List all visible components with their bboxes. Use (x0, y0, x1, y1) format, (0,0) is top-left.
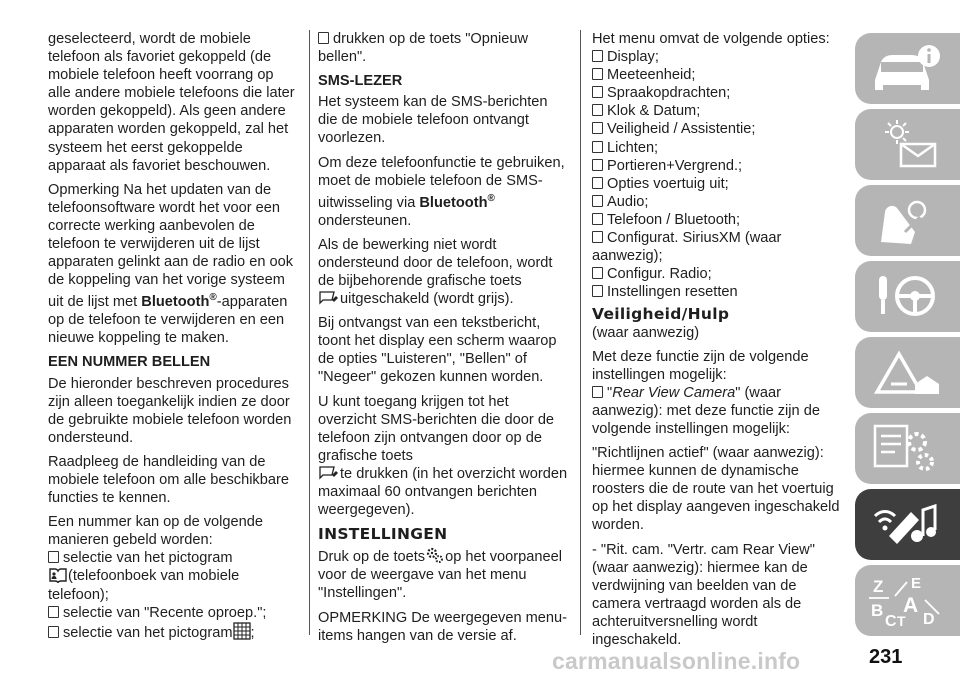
maintenance-gears-icon (867, 420, 947, 478)
menu-intro: Het menu omvat de volgende opties: (592, 31, 830, 47)
column-3 (592, 30, 844, 655)
index-letter: D (923, 611, 935, 628)
column-1 (48, 30, 300, 642)
paragraph: - "Rit. cam. "Vertr. cam Rear View" (waar aanwezig): hiermee kan de verdwijning van beelden van de camera vertraagd worden als de achteruitversnelling wordt ingeschakeld. (592, 541, 815, 648)
paragraph: U kunt toegang krijgen tot het overzicht SMS-berichten die door de telefoon zijn ontvangen door op de grafische toets te drukken (in het overzicht worden maximaal 60 ontvangen berichten weergegeven). (318, 393, 568, 519)
index-letter: Z (873, 577, 884, 596)
list-item: drukken op de toets "Opnieuw bellen". (318, 31, 529, 66)
bullet-box-icon (48, 551, 59, 563)
multimedia-icon (867, 496, 947, 554)
sms-icon (318, 290, 340, 306)
paragraph: Met deze functie zijn de volgende instellingen mogelijk: (592, 348, 809, 383)
column-divider (580, 30, 581, 635)
index-letter: E (911, 575, 922, 592)
bullet-box-icon (592, 195, 603, 207)
menu-option: Configur. Radio; (592, 265, 844, 283)
paragraph: geselecteerd, wordt de mobiele telefoon als favoriet gekoppeld (de mobiele telefoon heeft voorrang op alle andere mobiele telefoons die later worden gekoppeld). Als geen andere apparaten worden gekoppeld, zal het systeem het eerst gekoppelde apparaat als favoriet beschouwen. (48, 31, 295, 174)
tab-car-info[interactable] (855, 33, 960, 104)
seat-airbag-icon (867, 192, 947, 250)
bullet-box-icon (592, 141, 603, 153)
section-subheading: (waar aanwezig) (592, 324, 700, 341)
watermark: carmanualsonline.info (552, 648, 801, 674)
tab-multimedia[interactable] (855, 489, 960, 560)
tab-breakdown[interactable] (855, 337, 960, 408)
list-item: selectie van het pictogram ; (48, 622, 300, 642)
menu-option: Klok & Datum; (592, 102, 844, 120)
menu-option: Meeteenheid; (592, 66, 844, 84)
paragraph: OPMERKING De weergegeven menu-items hangen van de versie af. (318, 609, 568, 644)
section-heading: Veiligheid/Hulp (592, 305, 730, 324)
index-letter: A (903, 594, 919, 617)
menu-option: Instellingen resetten (592, 283, 844, 301)
list-item: selectie van "Recente oproep."; (48, 604, 300, 622)
menu-option: Lichten; (592, 139, 844, 157)
bullet-box-icon (592, 50, 603, 62)
paragraph: Als de bewerking niet wordt ondersteund door de telefoon, wordt de bijbehorende grafische toets uitgeschakeld (wordt grijs). (318, 236, 553, 308)
bullet-box-icon (592, 122, 603, 134)
bullet-box-icon (318, 32, 329, 44)
text: -apparaten op de telefoon te verwijderen en een nieuwe koppeling te maken. (48, 294, 288, 347)
tab-index[interactable] (855, 565, 960, 636)
menu-option: Audio; (592, 193, 844, 211)
bullet-box-icon (592, 104, 603, 116)
section-heading: EEN NUMMER BELLEN (48, 354, 211, 371)
menu-option: Portieren+Vergrend.; (592, 157, 844, 175)
chapter-tabs (855, 33, 960, 641)
menu-options-list (592, 48, 844, 301)
menu-option: Opties voertuig uit; (592, 175, 844, 193)
paragraph (48, 181, 300, 348)
menu-option: Display; (592, 48, 844, 66)
bullet-box-icon (48, 606, 59, 618)
menu-option: Telefoon / Bluetooth; (592, 211, 844, 229)
bullet-box-icon (592, 177, 603, 189)
paragraph: Het systeem kan de SMS-berichten die de mobiele telefoon ontvangt voorlezen. (318, 94, 548, 147)
bullet-box-icon (592, 267, 603, 279)
paragraph: Druk op de toets op het voorpaneel voor de weergave van het menu "Instellingen". (318, 546, 570, 602)
warning-lights-icon (867, 116, 947, 174)
paragraph: Bij ontvangst van een tekstbericht, toont het display een scherm waarop de opties "Luisteren", "Bellen" of "Negeer" gekozen kunnen worden. (318, 315, 557, 386)
section-heading: INSTELLINGEN (318, 525, 448, 544)
phonebook-icon (48, 567, 68, 583)
bullet-box-icon (592, 86, 603, 98)
section-heading: SMS-LEZER (318, 73, 403, 90)
paragraph: Om deze telefoonfunctie te gebruiken, moet de mobiele telefoon de SMS-uitwisseling via Bluetooth® ondersteunen. (318, 154, 565, 229)
menu-option: Veiligheid / Assistentie; (592, 120, 844, 138)
list-item: selectie van het pictogram (telefoonboek van mobiele telefoon); (48, 550, 240, 603)
tab-seat-airbag[interactable] (855, 185, 960, 256)
page-number: 231 (869, 646, 903, 668)
paragraph: De hieronder beschreven procedures zijn alleen toegankelijk indien ze door de gebruikte mobiele telefoon worden ondersteund. (48, 375, 292, 446)
tab-maintenance[interactable] (855, 413, 960, 484)
bullet-box-icon (592, 68, 603, 80)
index-letters-icon (867, 572, 947, 630)
bullet-box-icon (592, 231, 603, 243)
index-letter: T (897, 613, 906, 629)
bullet-box-icon (48, 626, 59, 638)
tab-key-steering[interactable] (855, 261, 960, 332)
list-item: "Rear View Camera" (waar aanwezig): met deze functie zijn de volgende instellingen mogelijk: (592, 384, 820, 437)
bullet-box-icon (592, 213, 603, 225)
settings-gears-icon (425, 546, 445, 564)
car-info-icon (867, 40, 947, 98)
index-letter: C (885, 613, 897, 630)
bluetooth-brand: Bluetooth® (419, 192, 495, 211)
paragraph: Een nummer kan op de volgende manieren gebeld worden: (48, 514, 263, 549)
text: Opmerking Na het updaten van de telefoonsoftware wordt het voor een correcte werking aanbevolen de telefoon te verwijderen uit de lijst apparaten gelinkt aan de radio en ook de koppeling van het vorige systeem uit de lijst met (48, 181, 294, 311)
breakdown-triangle-icon (867, 344, 947, 402)
key-steering-icon (867, 268, 947, 326)
bullet-box-icon (592, 285, 603, 297)
menu-option: Spraakopdrachten; (592, 84, 844, 102)
index-letter: B (871, 601, 884, 620)
column-2 (318, 30, 570, 651)
bullet-box-icon (592, 386, 603, 398)
bullet-box-icon (592, 159, 603, 171)
bluetooth-brand: Bluetooth® (141, 292, 217, 311)
paragraph: Raadpleeg de handleiding van de mobiele telefoon om alle beschikbare functies te kennen. (48, 453, 289, 507)
paragraph: "Richtlijnen actief" (waar aanwezig): hiermee kunnen de dynamische roosters die de route van het voertuig op het display aangeven ingeschakeld worden. (592, 445, 840, 534)
keypad-icon (233, 622, 251, 640)
column-divider (309, 30, 310, 635)
sms-icon (318, 465, 340, 481)
tab-warning-lights[interactable] (855, 109, 960, 180)
menu-option: Configurat. SiriusXM (waar aanwezig); (592, 230, 782, 265)
